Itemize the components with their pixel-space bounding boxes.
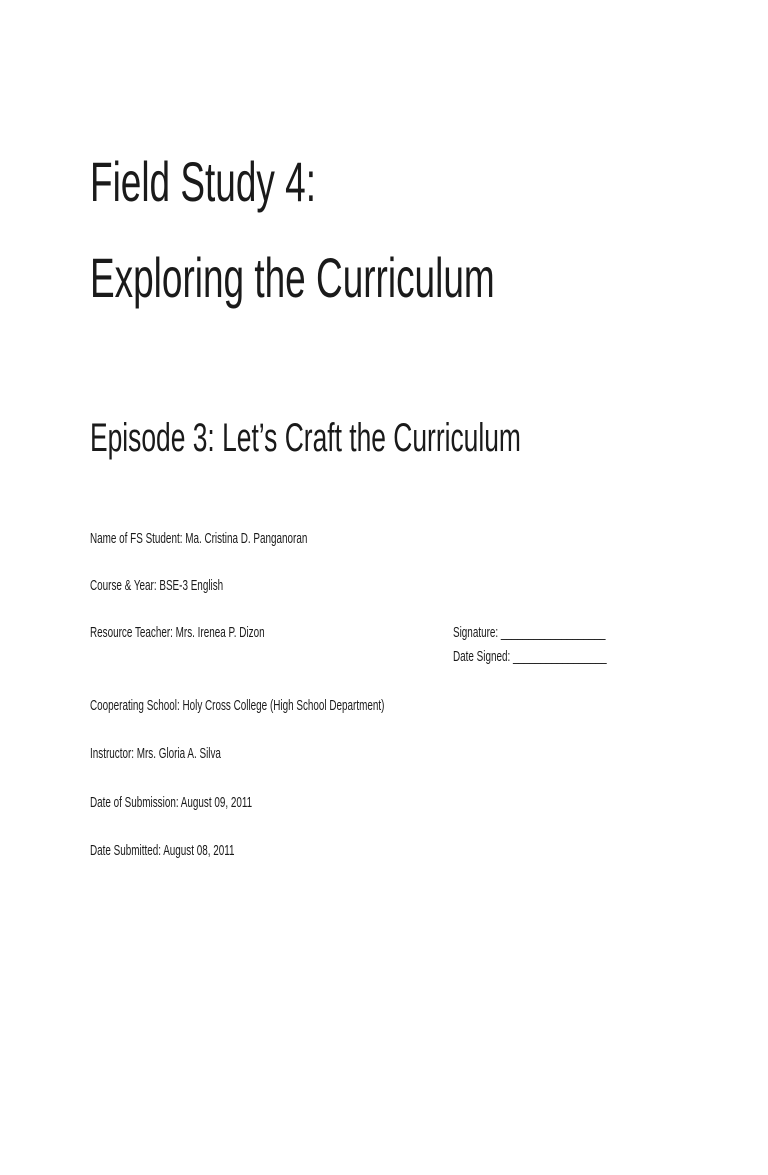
course-year: Course & Year: BSE-3 English	[90, 577, 224, 594]
date-of-submission: Date of Submission: August 09, 2011	[90, 794, 253, 811]
date-signed-field: Date Signed: _________________	[453, 648, 607, 665]
episode-title: Episode 3: Let’s Craft the Curriculum	[90, 416, 521, 460]
signature-field: Signature: ___________________	[453, 624, 606, 641]
title-line-1: Field Study 4:	[90, 150, 316, 213]
resource-teacher: Resource Teacher: Mrs. Irenea P. Dizon	[90, 624, 265, 641]
date-submitted: Date Submitted: August 08, 2011	[90, 842, 235, 859]
cooperating-school: Cooperating School: Holy Cross College (High School Department)	[90, 697, 385, 714]
student-name: Name of FS Student: Ma. Cristina D. Panganoran	[90, 530, 308, 547]
instructor: Instructor: Mrs. Gloria A. Silva	[90, 745, 221, 762]
title-line-2: Exploring the Curriculum	[90, 246, 495, 309]
